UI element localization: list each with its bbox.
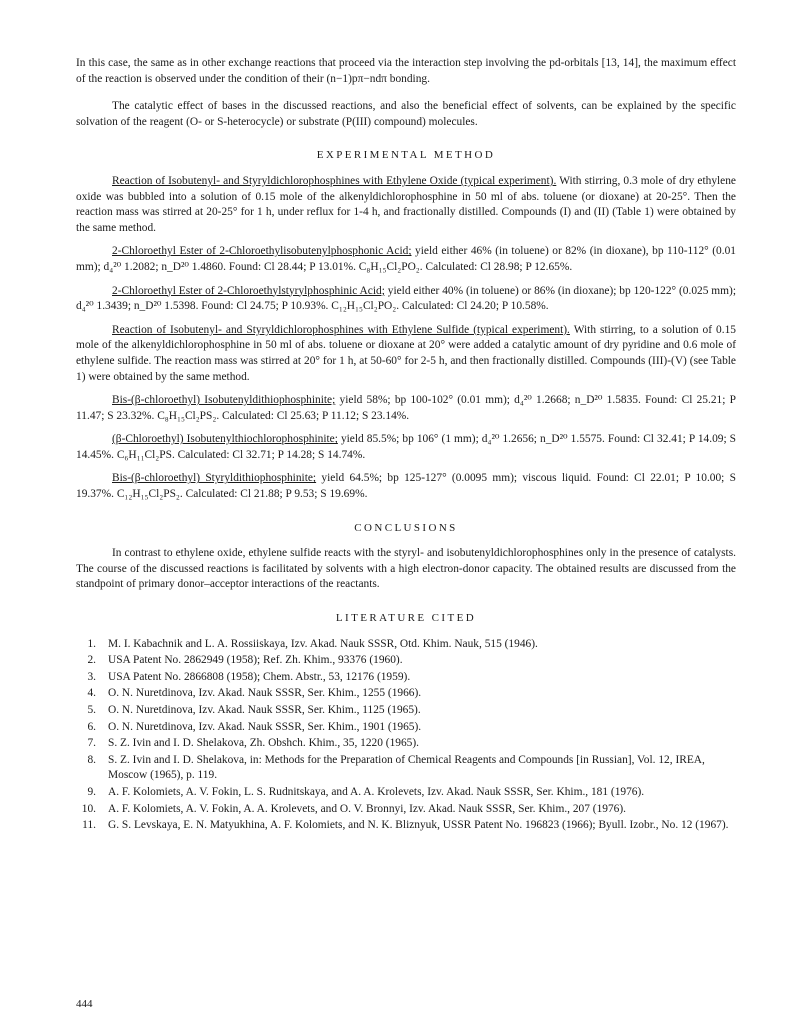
compound-4-title: (β-Chloroethyl) Isobutenylthiochlorophosphinite; (112, 433, 338, 446)
compound-5-title: Bis-(β-chloroethyl) Styryldithiophosphinite; (112, 472, 317, 485)
reference-item (76, 720, 736, 736)
reference-text: O. N. Nuretdinova, Izv. Akad. Nauk SSSR, Ser. Khim., 1125 (1965). (108, 704, 421, 716)
compound-3-title: Bis-(β-chloroethyl) Isobutenyldithiophosphinite; (112, 394, 336, 407)
experimental-heading: EXPERIMENTAL METHOD (316, 149, 496, 162)
reference-text: M. I. Kabachnik and L. A. Rossiiskaya, Izv. Akad. Nauk SSSR, Otd. Khim. Nauk, 515 (1946). (108, 637, 538, 650)
reference-number: 11. (82, 819, 96, 832)
reference-number: 9. (87, 785, 96, 798)
reference-item (76, 785, 736, 801)
literature-heading: LITERATURE CITED (335, 612, 477, 625)
reference-number: 7. (87, 737, 96, 750)
reference-text: USA Patent No. 2866808 (1958); Chem. Abstr., 53, 12176 (1959). (108, 670, 411, 683)
reference-number: 10. (81, 802, 96, 815)
reference-text: O. N. Nuretdinova, Izv. Akad. Nauk SSSR, Ser. Khim., 1901 (1965). (108, 720, 422, 733)
reference-text: USA Patent No. 2862949 (1958); Ref. Zh. Khim., 93376 (1960). (108, 654, 403, 667)
reaction-2-title: Reaction of Isobutenyl- and Styryldichlorophosphines with Ethylene Sulfide (typical experiment). (112, 323, 570, 336)
conclusions-paragraph: In contrast to ethylene oxide, ethylene sulfide reacts with the styryl- and isobutenyldichlorophosphines only in the presence of catalysts. The course of the discussed reactions is facilitated by solvents with a high electron-donor capacity. The obtained results are discussed from the standpoint of primary donor–acceptor interactions of the reactants. (76, 547, 736, 591)
page-content (76, 56, 736, 835)
reaction-2-paragraph (76, 323, 736, 385)
reference-number: 6. (87, 720, 96, 733)
reference-item (76, 703, 736, 719)
reference-number: 4. (87, 687, 96, 700)
reference-item (76, 802, 736, 818)
reference-text: A. F. Kolomiets, A. V. Fokin, A. A. Krolevets, and O. V. Bronnyi, Izv. Akad. Nauk SSSR, Ser. Khim., 207 (1976). (108, 802, 627, 815)
reference-item (76, 637, 736, 653)
reference-text: S. Z. Ivin and I. D. Shelakova, in: Methods for the Preparation of Chemical Reagents and Compounds [in Russian], Vol. 12, IREA, Moscow (1965), p. 119. (108, 753, 705, 782)
reference-item (76, 670, 736, 686)
intro-paragraph-2: The catalytic effect of bases in the discussed reactions, and also the beneficial effect of solvents, can be explained by the specific solvation of the reagent (O- or S-heterocycle) or substrate (P(III) compound) molecules. (76, 100, 736, 128)
reference-number: 3. (87, 670, 96, 683)
reference-list (76, 637, 736, 834)
reference-item (76, 818, 736, 834)
reference-number: 2. (87, 654, 96, 667)
compound-5-paragraph (76, 471, 736, 502)
compound-2-title: 2-Chloroethyl Ester of 2-Chloroethylstyrylphosphinic Acid; (112, 284, 385, 297)
reference-number: 5. (87, 704, 96, 716)
reaction-1-body: With stirring, 0.3 mole of dry ethylene oxide was bubbled into a solution of 0.15 mole of the alkenyldichlorophosphine in 50 ml of abs. toluene (or dioxane) at 20-25°. Then the reaction mass was stirred at 20-25° for 1 h, under reflux for 1-4 h, and fractionally distilled. Compounds (I) and (II) (Table 1) were obtained by the same method. (76, 174, 736, 234)
compound-1-paragraph (76, 244, 736, 275)
compound-1-title: 2-Chloroethyl Ester of 2-Chloroethylisobutenylphosphonic Acid; (112, 245, 412, 258)
reference-text: G. S. Levskaya, E. N. Matyukhina, A. F. Kolomiets, and N. K. Bliznyuk, USSR Patent No. 196823 (1966); Byull. Izobr., No. 12 (1967). (108, 819, 729, 832)
compound-4-paragraph (76, 432, 736, 463)
compound-5-body: yield 64.5%; bp 125-127° (0.0095 mm); viscous liquid. Found: Cl 22.01; P 10.00; S 19.37%. C₁₂H₁₅Cl₂PS₂. Calculated: Cl 21.88; P 9.53; S 19.69%. (76, 472, 736, 501)
reference-number: 1. (87, 637, 96, 650)
reaction-2-body: With stirring, to a solution of 0.15 mole of the alkenyldichlorophosphine in 50 ml of abs. toluene or dioxane at 20° were added a catalytic amount of dry pyridine and 0.6 mole of ethylene sulfide. The reaction mass was stirred at 20° for 1 h, at 50-60° for 2-5 h, and then fractionally distilled. Compounds (III)-(V) (see Table 1) were obtained by the same method. (76, 323, 736, 383)
page-number: 444 (76, 998, 93, 1010)
reaction-1-paragraph (76, 174, 736, 236)
compound-2-paragraph (76, 284, 736, 315)
reference-number: 8. (87, 753, 96, 766)
reference-text: A. F. Kolomiets, A. V. Fokin, L. S. Rudnitskaya, and A. A. Krolevets, Izv. Akad. Nauk SSSR, Ser. Khim., 181 (1976). (108, 785, 645, 798)
reference-text: O. N. Nuretdinova, Izv. Akad. Nauk SSSR, Ser. Khim., 1255 (1966). (108, 687, 422, 700)
reference-item (76, 653, 736, 669)
compound-3-paragraph (76, 393, 736, 424)
reference-item (76, 686, 736, 702)
compound-4-body: yield 85.5%; bp 106° (1 mm); d₄²⁰ 1.2656; n_D²⁰ 1.5575. Found: Cl 32.41; P 14.09; S 14.45%. C₆H₁₁Cl₂PS. Calculated: Cl 32.71; P 14.28; S 14.74%. (76, 433, 737, 461)
intro-paragraph-1: In this case, the same as in other exchange reactions that proceed via the interaction step involving the pd-orbitals [13, 14], the maximum effect of the reaction is observed under the condition of their (n−1)pπ−ndπ bonding. (76, 57, 736, 85)
compound-2-body: yield either 40% (in toluene) or 86% (in dioxane); bp 120-122° (0.025 mm); d₄²⁰ 1.3439; n_D²⁰ 1.5398. Found: Cl 24.75; P 10.93%. C₁₂H₁₅Cl₂PO₂. Calculated: Cl 24.20; P 10.58%. (76, 284, 736, 313)
reference-text: S. Z. Ivin and I. D. Shelakova, Zh. Obshch. Khim., 35, 1220 (1965). (108, 737, 419, 750)
compound-1-body: yield either 46% (in toluene) or 82% (in dioxane), bp 110-112° (0.01 mm); d₄²⁰ 1.2082; n_D²⁰ 1.4860. Found: Cl 28.44; P 13.01%. C₈H₁₅Cl₂PO₂. Calculated: Cl 28.98; P 12.65%. (76, 245, 736, 273)
conclusions-heading: CONCLUSIONS (354, 521, 458, 534)
compound-3-body: yield 58%; bp 100-102° (0.01 mm); d₄²⁰ 1.2668; n_D²⁰ 1.5835. Found: Cl 25.21; P 11.47; S 23.32%. C₈H₁₅Cl₂PS₂. Calculated: Cl 25.63; P 11.12; S 23.14%. (76, 394, 736, 422)
reference-item (76, 736, 736, 752)
reference-item (76, 753, 736, 784)
reaction-1-title: Reaction of Isobutenyl- and Styryldichlorophosphines with Ethylene Oxide (typical experiment). (112, 174, 557, 187)
